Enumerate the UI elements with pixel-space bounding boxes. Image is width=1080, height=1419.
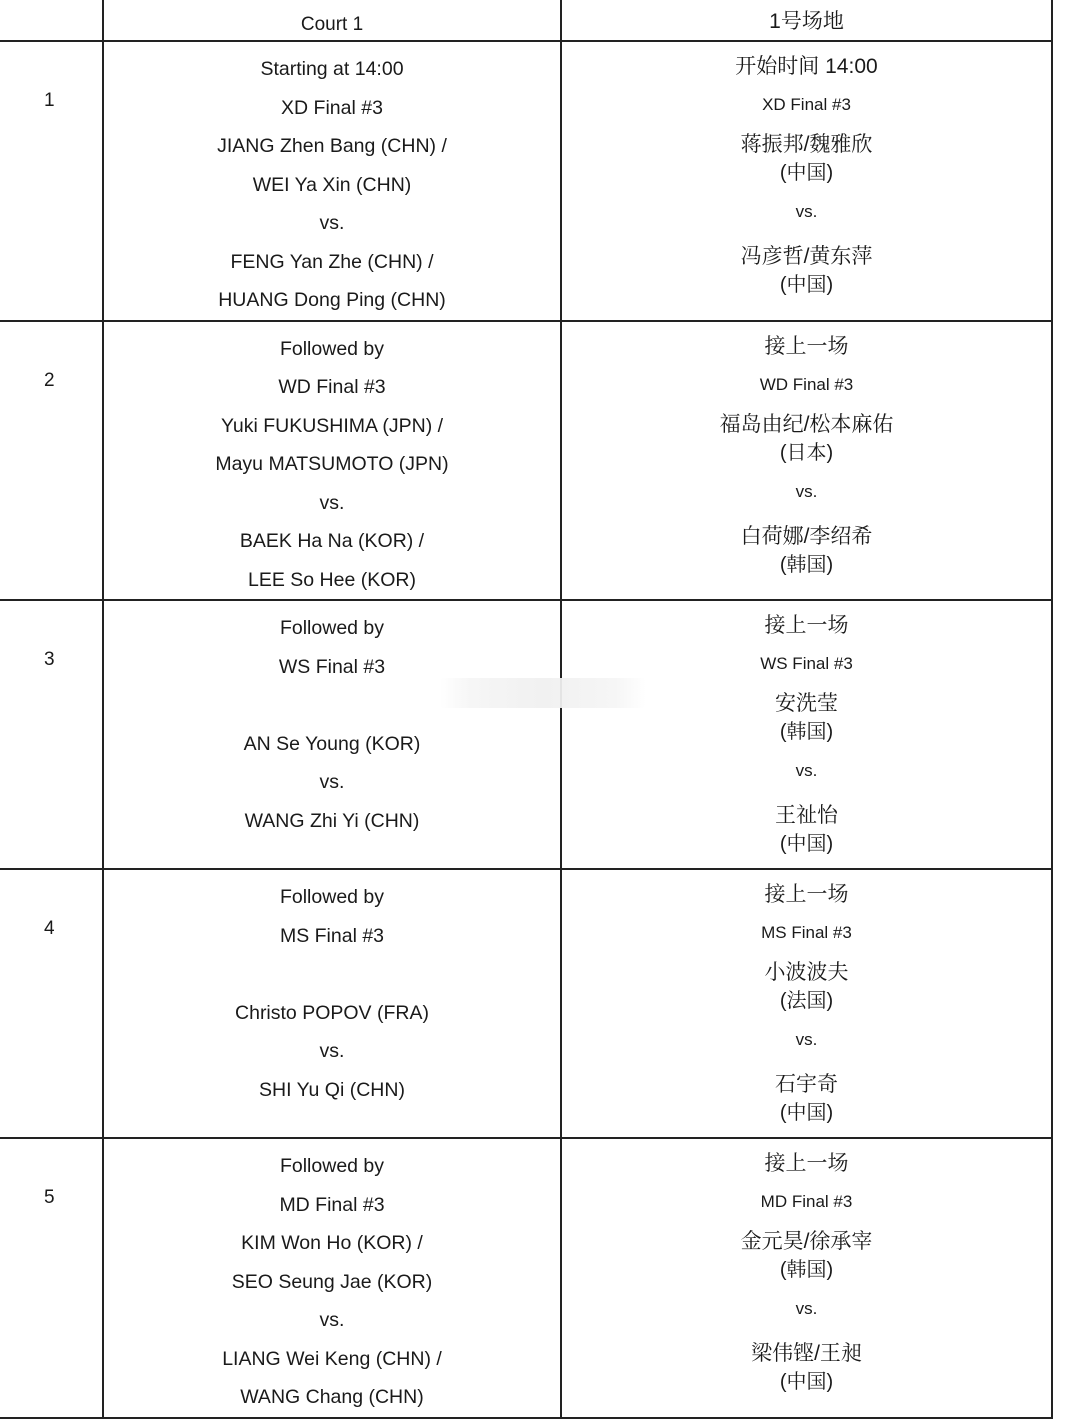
player-line: BAEK Ha Na (KOR) / <box>239 530 425 552</box>
country-zh: (中国) <box>779 162 834 184</box>
player-name-zh: 小波波夫 <box>764 961 849 984</box>
lead-text-zh: 接上一场 <box>764 614 849 637</box>
vs-label: vs. <box>319 212 345 234</box>
player-name-zh: 福岛由纪/松本麻佑 <box>719 412 894 436</box>
header-court-zh-cell <box>561 0 1052 41</box>
country-zh: (中国) <box>779 1371 834 1393</box>
match-chinese-cell <box>561 321 1052 601</box>
country-zh: (中国) <box>779 833 834 855</box>
match-english-cell <box>103 41 561 321</box>
match-number-cell <box>0 600 103 869</box>
match-number: 1 <box>44 90 55 111</box>
match-number: 4 <box>44 918 55 939</box>
player-line: SHI Yu Qi (CHN) <box>259 1078 405 1101</box>
lead-text: Followed by <box>279 1155 385 1177</box>
event-label: XD Final #3 <box>281 96 383 119</box>
match-row <box>0 321 1052 601</box>
event-label-zh: WD Final #3 <box>759 374 854 394</box>
lead-text-zh: 开始时间 14:00 <box>735 55 878 78</box>
match-row <box>0 600 1052 869</box>
player-name-zh: 金元昊/徐承宰 <box>740 1230 873 1253</box>
country-zh: (韩国) <box>779 553 834 576</box>
match-chinese-cell <box>561 869 1052 1138</box>
header-row <box>0 0 1052 41</box>
match-english-cell <box>103 321 561 601</box>
player-name-zh: 白荷娜/李绍希 <box>740 524 873 548</box>
vs-label-zh: vs. <box>795 1030 818 1049</box>
match-english-cell <box>103 1138 561 1418</box>
watermark-blur <box>440 678 646 708</box>
vs-label-zh: vs. <box>795 761 818 780</box>
vs-label-zh: vs. <box>795 202 818 221</box>
lead-text-zh: 接上一场 <box>764 1152 849 1175</box>
match-row <box>0 1138 1052 1418</box>
lead-text: Followed by <box>279 337 385 360</box>
player-line: LEE So Hee (KOR) <box>248 568 416 591</box>
match-number: 3 <box>44 649 55 670</box>
event-label: MS Final #3 <box>279 924 385 947</box>
court-title-en: Court 1 <box>300 14 364 35</box>
player-line: WANG Chang (CHN) <box>240 1386 424 1408</box>
vs-label: vs. <box>319 1040 345 1062</box>
vs-label: vs. <box>319 491 345 514</box>
country-zh: (韩国) <box>779 721 834 743</box>
vs-label: vs. <box>319 771 345 793</box>
match-english-cell <box>103 600 561 869</box>
match-number: 5 <box>44 1187 55 1208</box>
lead-text: Followed by <box>279 886 385 908</box>
lead-text-zh: 接上一场 <box>764 883 849 906</box>
player-line: LIANG Wei Keng (CHN) / <box>222 1347 442 1370</box>
player-line: HUANG Dong Ping (CHN) <box>218 289 446 311</box>
player-line: KIM Won Ho (KOR) / <box>241 1232 423 1254</box>
match-chinese-cell <box>561 1138 1052 1418</box>
country-zh: (日本) <box>779 441 834 464</box>
vs-label: vs. <box>319 1309 345 1331</box>
player-line: FENG Yan Zhe (CHN) / <box>230 250 434 273</box>
match-row <box>0 41 1052 321</box>
player-line: JIANG Zhen Bang (CHN) / <box>217 135 447 157</box>
player-line: Christo POPOV (FRA) <box>235 1001 429 1024</box>
court-title-zh: 1号场地 <box>769 10 844 33</box>
match-english-cell <box>103 869 561 1138</box>
country-zh: (中国) <box>779 274 834 296</box>
player-name-zh: 冯彦哲/黄东萍 <box>740 245 873 268</box>
event-label-zh: WS Final #3 <box>760 654 853 673</box>
header-court-en-cell <box>103 0 561 41</box>
event-label-zh: MD Final #3 <box>760 1192 853 1211</box>
player-line: AN Se Young (KOR) <box>243 732 421 755</box>
country-zh: (法国) <box>779 990 834 1012</box>
player-name-zh: 王祉怡 <box>775 804 838 827</box>
match-number: 2 <box>44 369 55 391</box>
event-label: WS Final #3 <box>278 655 386 678</box>
header-number-cell <box>0 0 103 41</box>
player-line: WANG Zhi Yi (CHN) <box>244 809 420 832</box>
player-name-zh: 安洗莹 <box>775 692 838 715</box>
lead-text-zh: 接上一场 <box>764 334 849 358</box>
event-label: WD Final #3 <box>278 376 386 398</box>
match-number-cell <box>0 1138 103 1418</box>
player-line: WEI Ya Xin (CHN) <box>252 173 412 196</box>
player-name-zh: 梁伟铿/王昶 <box>751 1342 862 1365</box>
vs-label-zh: vs. <box>795 481 818 501</box>
player-name-zh: 蒋振邦/魏雅欣 <box>740 133 873 156</box>
event-label: MD Final #3 <box>279 1193 385 1216</box>
country-zh: (中国) <box>779 1102 834 1124</box>
lead-text: Followed by <box>279 617 385 639</box>
country-zh: (韩国) <box>779 1259 834 1281</box>
match-chinese-cell <box>561 41 1052 321</box>
player-line: Mayu MATSUMOTO (JPN) <box>215 453 449 475</box>
event-label-zh: MS Final #3 <box>761 923 852 942</box>
player-line: SEO Seung Jae (KOR) <box>231 1270 433 1293</box>
player-name-zh: 石宇奇 <box>775 1073 838 1096</box>
player-line: Yuki FUKUSHIMA (JPN) / <box>220 414 444 437</box>
event-label-zh: XD Final #3 <box>762 95 851 114</box>
match-number-cell <box>0 869 103 1138</box>
lead-text: Starting at 14:00 <box>260 58 404 80</box>
match-number-cell <box>0 41 103 321</box>
vs-label-zh: vs. <box>795 1299 818 1318</box>
match-chinese-cell <box>561 600 1052 869</box>
match-row <box>0 869 1052 1138</box>
spacer <box>104 955 560 994</box>
match-number-cell <box>0 321 103 601</box>
